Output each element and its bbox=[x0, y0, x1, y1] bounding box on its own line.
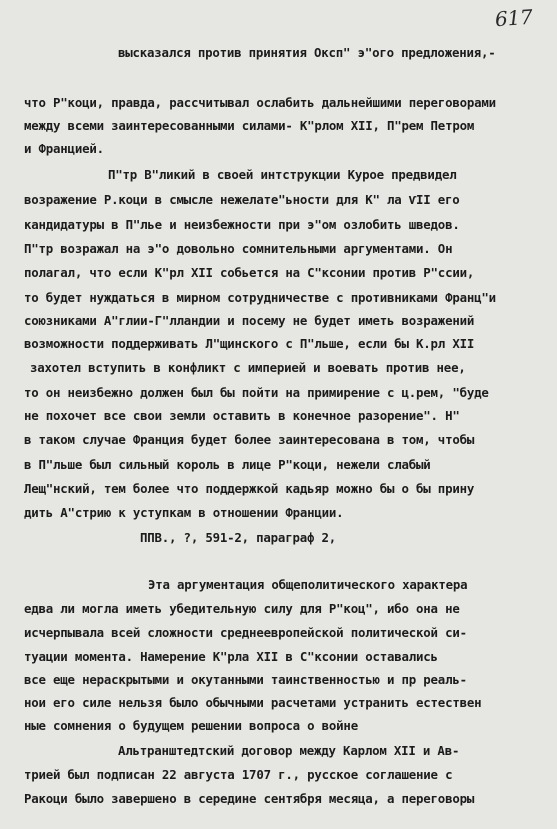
text-line: кандидатуры в П"лье и неизбежности при э"ом озлобить шведов. bbox=[24, 217, 460, 232]
text-line: в П"льше был сильный король в лице Р"коци, нежели слабый bbox=[24, 457, 431, 472]
text-line: П"тр возражал на э"о довольно сомнительными аргументами. Он bbox=[24, 241, 453, 256]
text-line: полагал, что если К"рл XII собьется на С"ксонии против Р"ссии, bbox=[24, 265, 475, 280]
text-line: союзниками А"глии-Г"лландии и посему не будет иметь возражений bbox=[24, 313, 475, 328]
text-line: возражение Р.коци в смысле нежелате"ьности для К" ла ѴII его bbox=[24, 192, 460, 207]
text-line: Ракоци было завершено в середине сентября месяца, а переговоры bbox=[24, 791, 475, 806]
text-line: высказался против принятия Оксп" э"ого предложения,- bbox=[118, 45, 496, 60]
text-line: все еще нераскрытыми и окутанными таинственностью и пр реаль- bbox=[24, 672, 467, 687]
text-line: едва ли могла иметь убедительную силу для Р"коц", ибо она не bbox=[24, 601, 460, 616]
text-line: что Р"коци, правда, рассчитывал ослабить дальнейшими переговорами bbox=[24, 95, 496, 110]
text-line: то он неизбежно должен был бы пойти на примирение с ц.рем, "буде bbox=[24, 385, 489, 400]
text-line: дить А"стрию к уступкам в отношении Франции. bbox=[24, 505, 344, 520]
text-line: не похочет все свои земли оставить в конечное разорение". Н" bbox=[24, 408, 460, 423]
text-line: и Францией. bbox=[24, 141, 104, 156]
text-line: нои его силе нельзя было обычными расчетами устранить естествен bbox=[24, 695, 482, 710]
handwritten-page-number: 617 bbox=[494, 4, 534, 32]
text-line: Альтранштедтский договор между Карлом XII и Ав- bbox=[118, 743, 460, 758]
text-line: туации момента. Намерение К"рла XII в С"ксонии оставались bbox=[24, 649, 438, 664]
text-line: ные сомнения о будущем решении вопроса о войне bbox=[24, 718, 358, 733]
text-line: захотел вступить в конфликт с империей и воевать против нее, bbox=[30, 360, 466, 375]
text-line: исчерпывала всей сложности среднеевропейской политической си- bbox=[24, 625, 467, 640]
text-line: в таком случае Франция будет более заинтересована в том, чтобы bbox=[24, 432, 475, 447]
text-line: возможности поддерживать Л"щинского с П"льше, если бы К.рл XII bbox=[24, 336, 475, 351]
citation-line: ППВ., ?, 591-2, параграф 2, bbox=[140, 530, 337, 545]
text-line: Эта аргументация общеполитического характера bbox=[148, 577, 468, 592]
text-line: Лещ"нский, тем более что поддержкой кадьяр можно бы о бы прину bbox=[24, 481, 475, 496]
text-line: П"тр В"ликий в своей интструкции Куроe предвидел bbox=[108, 167, 457, 182]
text-line: между всеми заинтересованными силами- К"рлом XII, П"рем Петром bbox=[24, 118, 475, 133]
text-line: трией был подписан 22 августа 1707 г., русское соглашение с bbox=[24, 767, 453, 782]
text-line: то будет нуждаться в мирном сотрудничестве с противниками Франц"и bbox=[24, 290, 496, 305]
